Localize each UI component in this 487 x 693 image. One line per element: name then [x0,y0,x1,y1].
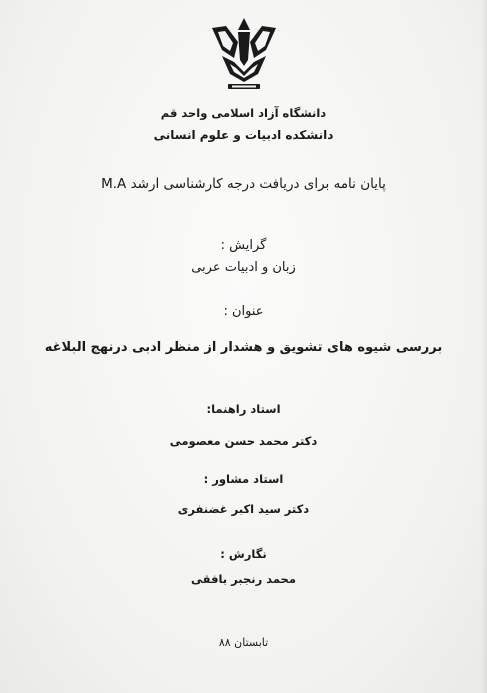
faculty-name: دانشکده ادبیات و علوم انسانی [153,128,334,142]
supervisor-label: استاد راهنما: [206,402,281,416]
thesis-title: بررسی شیوه های تشویق و هشدار از منظر ادبی درنهج البلاغه [44,340,443,355]
university-name: دانشگاه آزاد اسلامی واحد قم [160,106,327,120]
title-label: عنوان : [223,304,264,319]
author-label: نگارش : [220,547,267,561]
major-value: زبان و ادبیات عربی [191,260,296,275]
submission-date: تابستان ۸۸ [218,636,269,649]
scan-edge-shadow [481,0,487,693]
supervisor-name: دکتر محمد حسن معصومی [169,434,318,448]
advisor-name: دکتر سید اکبر غضنفری [177,502,310,516]
author-name: محمد رنجبر بافقی [191,572,296,586]
azad-university-emblem-icon [208,16,280,96]
advisor-label: استاد مشاور : [203,472,284,486]
major-label: گرایش : [220,238,267,253]
degree-statement: پایان نامه برای دریافت درجه کارشناسی ارشد M.A [101,176,386,192]
